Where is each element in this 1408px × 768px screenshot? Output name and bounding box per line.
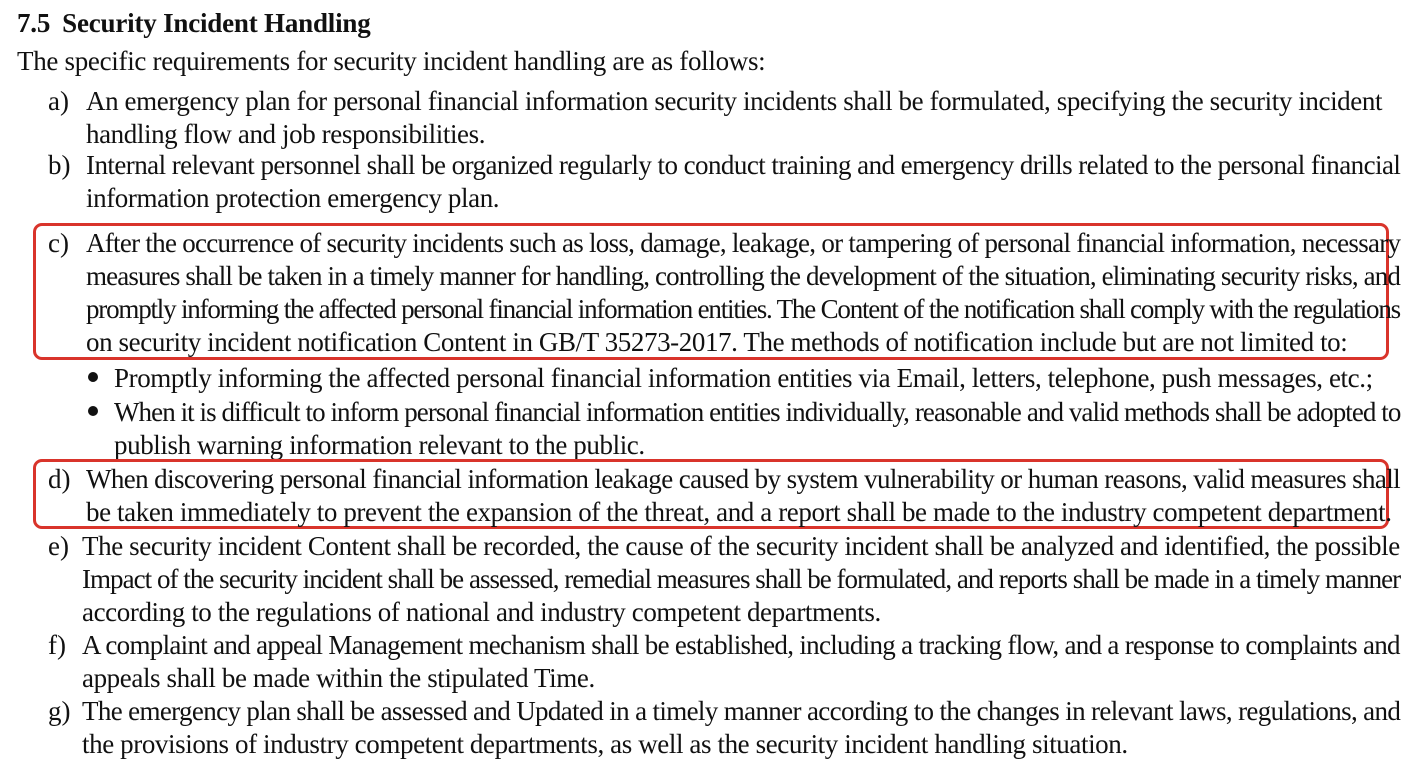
list-item-b-text xyxy=(86,149,1401,215)
list-marker-c: c) xyxy=(48,228,69,258)
text-line: be taken immediately to prevent the expansion of the threat, and a report shall be made to the industry competent department. xyxy=(86,497,1392,527)
section-number: 7.5 xyxy=(17,8,51,38)
text-line: An emergency plan for personal financial information security incidents shall be formulated, specifying the security incident xyxy=(86,86,1383,116)
text-line: The emergency plan shall be assessed and Updated in a timely manner according to the changes in relevant laws, regulations, and xyxy=(82,696,1401,726)
list-marker-e: e) xyxy=(48,531,69,561)
list-marker-a: a) xyxy=(48,86,69,116)
text-line: Internal relevant personnel shall be organized regularly to conduct training and emergency drills related to the personal financial xyxy=(86,150,1401,180)
text-line: on security incident notification Content in GB/T 35273-2017. The methods of notification include but are not limited to: xyxy=(86,327,1348,357)
text-line: A complaint and appeal Management mechanism shall be established, including a tracking flow, and a response to complaints and xyxy=(82,630,1400,660)
text-line: appeals shall be made within the stipulated Time. xyxy=(82,663,595,693)
list-marker-b: b) xyxy=(48,150,71,180)
text-line: measures shall be taken in a timely manner for handling, controlling the development of the situation, eliminating security risks, and xyxy=(86,261,1401,291)
list-item-f-text xyxy=(82,629,1400,695)
text-line: promptly informing the affected personal financial information entities. The Content of the notification shall comply with the regulations xyxy=(86,294,1400,324)
list-item-e-text xyxy=(82,530,1401,629)
bullet-icon xyxy=(88,372,98,382)
list-marker-d: d) xyxy=(48,464,71,494)
text-line: information protection emergency plan. xyxy=(86,183,500,213)
text-line: according to the regulations of national and industry competent departments. xyxy=(82,597,881,627)
text-line: the provisions of industry competent departments, as well as the security incident handling situation. xyxy=(82,729,1128,759)
list-marker-g: g) xyxy=(48,696,71,726)
text-line: publish warning information relevant to the public. xyxy=(114,430,645,460)
list-item-g-text xyxy=(82,695,1401,761)
bullet-item-2-text xyxy=(114,396,1401,462)
text-line: When it is difficult to inform personal financial information entities individually, reasonable and valid methods shall be adopted to xyxy=(114,397,1401,427)
text-line: Impact of the security incident shall be assessed, remedial measures shall be formulated, and reports shall be made in a timely manner xyxy=(82,564,1401,594)
list-item-a-text xyxy=(86,85,1386,151)
intro-paragraph: The specific requirements for security incident handling are as follows: xyxy=(17,46,766,76)
bullet-icon xyxy=(88,406,98,416)
section-heading xyxy=(17,8,371,39)
list-marker-f: f) xyxy=(48,630,66,660)
text-line: After the occurrence of security incidents such as loss, damage, leakage, or tampering of personal financial information, necessary xyxy=(86,228,1401,258)
list-item-c-text xyxy=(86,227,1401,359)
text-line: Promptly informing the affected personal financial information entities via Email, letters, telephone, push messages, etc.; xyxy=(114,363,1373,393)
text-line: When discovering personal financial information leakage caused by system vulnerability or human reasons, valid measures shall xyxy=(86,464,1401,494)
bullet-item-1-text xyxy=(114,362,1394,395)
text-line: The security incident Content shall be recorded, the cause of the security incident shall be analyzed and identified, the possible xyxy=(82,531,1400,561)
text-line: handling flow and job responsibilities. xyxy=(86,119,486,149)
section-title: Security Incident Handling xyxy=(62,8,371,38)
list-item-d-text xyxy=(86,463,1401,529)
